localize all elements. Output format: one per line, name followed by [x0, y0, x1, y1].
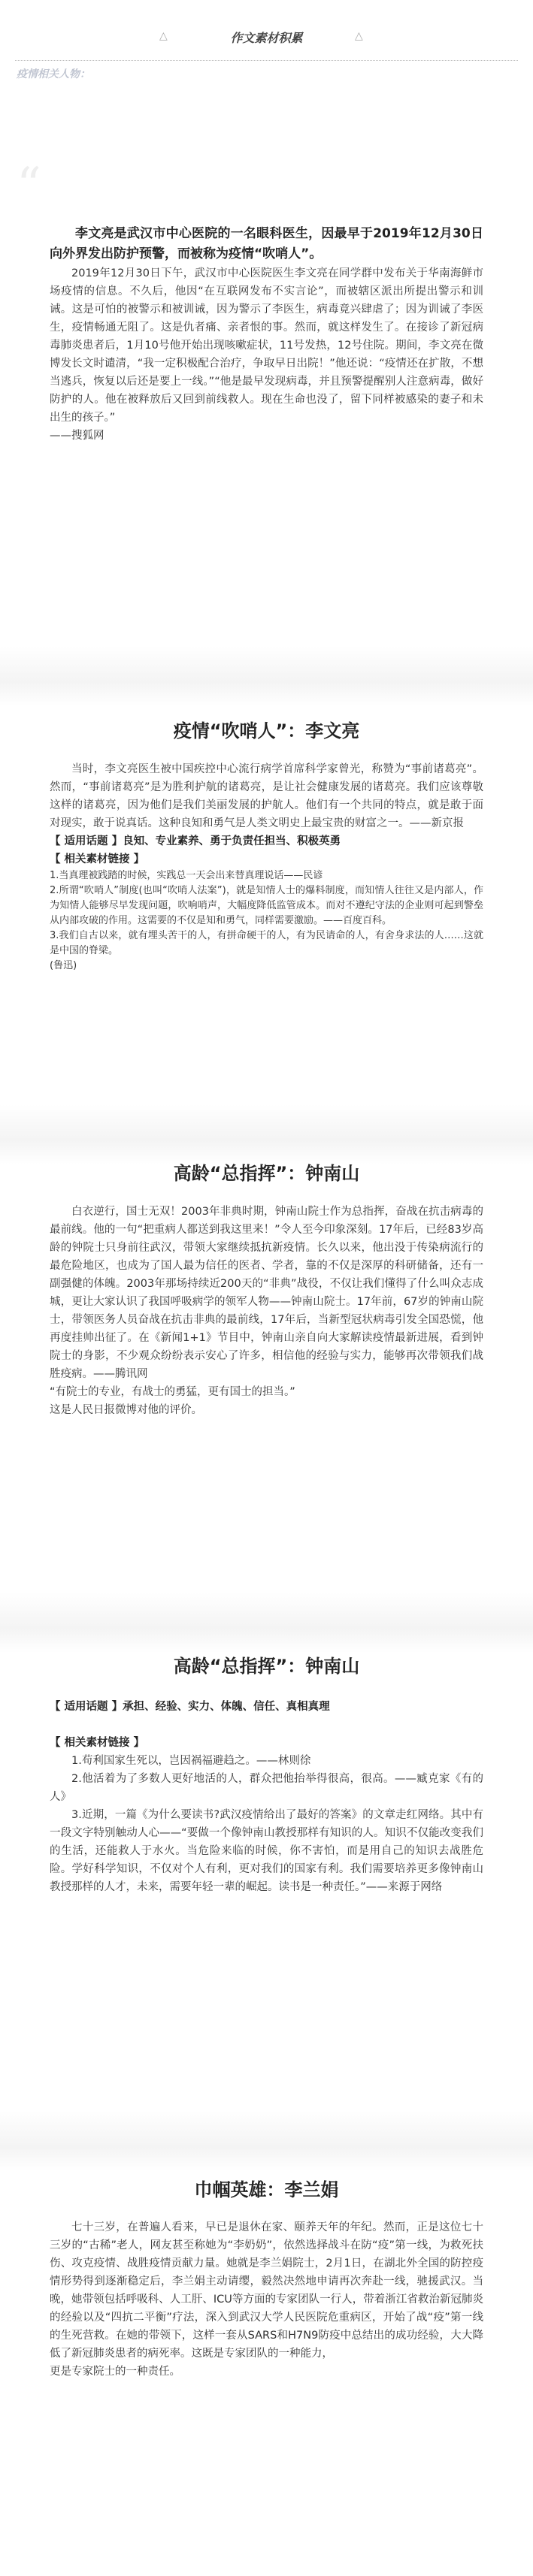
source-line: ——搜狐网	[50, 430, 104, 442]
link-item-3-text: 3.近期，一篇《为什么要读书?武汉疫情给出了最好的答案》的文章走红网络。其中有一段文字特别触动人心——“要做一个像钟南山教授那样有知识的人。知识不仅能改变我们的生活，还能救人于水火。当危险来临的时候，你不害怕，而是用自己的知识去战胜危险。学好科学知识，不仅对个人有利，更对我们的国家有利。我们需要培养更多像钟南山教授那样的人才，未来，需要年轻一辈的崛起。读书是一种责任。”	[50, 1809, 483, 1893]
body-paragraph	[50, 1203, 483, 1383]
section-zhong-nanshan-materials	[50, 1698, 483, 1896]
section-title-whistleblower: 疫情“吹哨人”：李文亮	[173, 720, 360, 741]
link-item-3	[50, 1806, 483, 1896]
source-line: ——腾讯网	[93, 1368, 148, 1380]
source-line: ——新京报	[409, 817, 464, 829]
link-item-1: 1.当真理被践踏的时候，实践总一天会出来替真理说话——民谚	[50, 870, 323, 881]
section-separator	[0, 1104, 533, 1164]
subtitle: 疫情相关人物：	[17, 68, 90, 80]
quote-note: 这是人民日报微博对他的评价。	[50, 1404, 202, 1416]
triangle-left-icon: △	[159, 30, 168, 42]
topics-line: 【 适用话题 】承担、经验、实力、体魄、信任、真相真理	[50, 1701, 330, 1713]
link-item-3-source: (鲁迅)	[50, 960, 77, 971]
section-whistleblower	[50, 760, 483, 974]
section-li-lanjuan	[50, 2218, 483, 2381]
link-item-2: 2.所谓“吹哨人”制度(也叫“吹哨人法案”)，就是知情人士的爆料制度，而知情人往往又是内部人，作为知情人能够尽早发现问题，吹响哨声，大幅度降低监管成本。而对不遵纪守法的企业则可起到警垒从内部攻破的作用。这需要的不仅是知和勇气，同样需要激励。——百度百科。	[50, 885, 483, 926]
body-text: 白衣逆行，国士无双！2003年非典时期，钟南山院士作为总指挥，奋战在抗击病毒的最前线。他的一句“把重病人都送到我这里来！”令人至今印象深刻。17年后，已经83岁高龄的钟院士只身前往武汉，带领大家继续抵抗新疫情。长久以来，他出没于传染病流行的最危险地区，也成为了国人最为信任的医者、学者，靠的不仅是深厚的科研储备，还有一副强健的体魄。2003年那场持续近200天的“非典”战役，不仅让我们懂得了什么叫众志成城，更让大家认识了我国呼吸病学的领军人物——钟南山院士。17年前，67岁的钟南山院士，带领医务人员奋战在抗击非典的最前线，17年后，当新型冠状病毒引发全国恐慌，他再度挂帅出征了。在《新闻1+1》节目中，钟南山亲自向大家解读疫情最新进展，看到钟院士的身影，不少观众纷纷表示安心了许多，相信他的经验与实力，能够再次带领我们战胜疫病。	[50, 1206, 483, 1380]
topics-line: 【 适用话题 】良知、专业素养、勇于负责任担当、积极英勇	[50, 835, 341, 847]
ending-line: 更是专家院士的一种责任。	[50, 2366, 180, 2378]
quote-line: “有院士的专业，有战士的勇猛，更有国士的担当。”	[50, 1386, 295, 1398]
link-item-2: 2.他活着为了多数人更好地活的人，群众把他抬举得很高，很高。——臧克家《有的人》	[50, 1773, 483, 1803]
source-line: ——来源于网络	[365, 1881, 443, 1893]
lead-paragraph: 李文亮是武汉市中心医院的一名眼科医生，因最早于2019年12月30日向外界发出防护预警，而被称为疫情“吹哨人”。	[50, 226, 483, 261]
body-paragraph: 七十三岁，在普遍人看来，早已是退休在家、颐养天年的年纪。然而，正是这位七十三岁的“古稀”老人，网友甚至称她为“李奶奶”，依然选择战斗在防“疫”第一线，为救死扶伤、攻克疫情、战胜疫情贡献力量。她就是李兰娟院士，2月1日，在湖北外全国的防控疫情形势得到逐渐稳定后，李兰娟主动请缨，毅然决然地申请再次奔赴一线，驰援武汉。当晚，她带领包括呼吸科、人工肝、ICU等方面的专家团队一行人，带着浙江省救治新冠肺炎的经验以及“四抗二平衡”疗法，深入到武汉大学人民医院危重病区，开始了战“疫”第一线的生死营救。在她的带领下，这样一套从SARS和H7N9防疫中总结出的成功经验，大大降低了新冠肺炎患者的病死率。这既是专家团队的一种能力，	[50, 2221, 483, 2360]
section-separator	[0, 646, 533, 706]
page-title: 作文素材积累	[230, 31, 303, 45]
section-li-wenliang-intro	[50, 224, 483, 445]
quote-mark-icon: “	[17, 158, 41, 213]
header	[0, 23, 533, 53]
section-title-zhong-nanshan: 高龄“总指挥”：钟南山	[173, 1163, 360, 1184]
body-text: 当时，李文亮医生被中国疾控中心流行病学首席科学家曾光，称赞为“事前诸葛亮”。然而，“事前诸葛亮”是为胜利护航的诸葛亮，是让社会健康发展的诸葛亮。我们应该尊敬这样的诸葛亮，因为他们是我们美丽发展的护航人。他们有一个共同的特点，就是敢于面对现实，敢于说真话。这种良知和勇气是人类文明史上最宝贵的财富之一。	[50, 763, 483, 829]
section-separator	[0, 1593, 533, 1653]
section-title-li-lanjuan: 巾帼英雄：李兰娟	[194, 2179, 339, 2200]
body-paragraph: 2019年12月30日下午，武汉市中心医院医生李文亮在同学群中发布关于华南海鲜市场疫情的信息。不久后，他因“在互联网发布不实言论”，而被辖区派出所提出警示和训诫。这是可怕的被警示和被训诫，因为警示了李医生，病毒竟兴肆虐了；因为训诫了李医生，疫情畅通无阻了。这是仇者痛、亲者恨的事。然而，就这样发生了。在接诊了新冠病毒肺炎患者后，1月10号他开始出现咳嗽症状，11号发热，12号住院。期间，李文亮在微博发长文时谴清，“我一定积极配合治疗，争取早日出院！”他还说：“疫情还在扩散，不想当逃兵，恢复以后还是要上一线。”“他是最早发现病毒，并且预警提醒别人注意病毒，做好防护的人。他在被释放后又回到前线救人。现在生命也没了，留下同样被感染的妻子和未出生的孩子。”	[50, 267, 483, 424]
body-paragraph	[50, 760, 483, 832]
section-separator	[0, 2111, 533, 2171]
link-item-3: 3.我们自古以来，就有埋头苦干的人，有拼命硬干的人，有为民请命的人，有舍身求法的人……这就是中国的脊梁。	[50, 930, 483, 956]
header-divider	[15, 60, 518, 61]
triangle-right-icon: △	[355, 30, 363, 42]
section-title-zhong-nanshan-2: 高龄“总指挥”：钟南山	[173, 1656, 360, 1677]
links-heading: 【 相关素材链接 】	[50, 853, 145, 865]
link-item-1: 1.苟利国家生死以，岂因祸福避趋之。——林则徐	[71, 1755, 311, 1767]
section-zhong-nanshan	[50, 1203, 483, 1419]
links-heading: 【 相关素材链接 】	[50, 1737, 145, 1749]
